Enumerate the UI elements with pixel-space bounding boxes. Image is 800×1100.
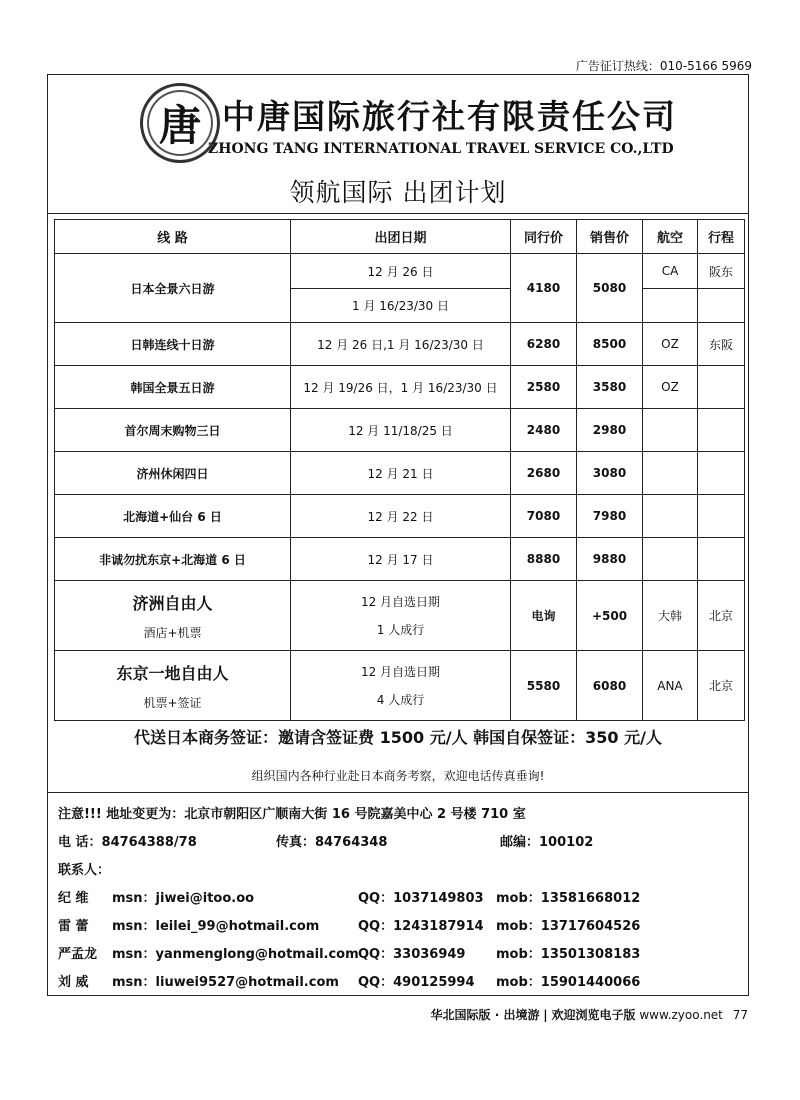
- address-notice: 注意!!! 地址变更为：北京市朝阳区广顺南大街 16 号院嘉美中心 2 号楼 710 室: [58, 807, 526, 822]
- airline: 大韩: [643, 581, 698, 651]
- trade-price: 2580: [511, 366, 577, 409]
- header-sale-price: 销售价: [577, 220, 643, 254]
- depart-date: 12 月 21 日: [291, 452, 511, 495]
- depart-date: 12 月 26 日,1 月 16/23/30 日: [291, 323, 511, 366]
- depart-date: 12 月 22 日: [291, 495, 511, 538]
- footer-site-link[interactable]: www.zyoo.net: [639, 1008, 723, 1022]
- footer-section: 华北国际版 · 出境游: [430, 1008, 540, 1022]
- sale-price: 5080: [577, 254, 643, 323]
- route-table: [54, 219, 745, 721]
- depart-date: 12 月 17 日: [291, 538, 511, 581]
- zip-code: 100102: [539, 835, 594, 850]
- contact-mob: mob：15901440066: [496, 975, 641, 990]
- contact-msn: msn：yanmenglong@hotmail.com: [112, 947, 359, 962]
- airline: CA: [643, 254, 698, 289]
- table-row: [55, 581, 745, 651]
- depart-date: 1 月 16/23/30 日: [291, 289, 511, 323]
- route-name: 日韩连线十日游: [55, 323, 291, 366]
- contact-msn: msn：leilei_99@hotmail.com: [112, 919, 320, 934]
- route-cell: [55, 651, 291, 721]
- phone-number: 84764388/78: [101, 835, 197, 850]
- route-subtitle: 酒店+机票: [143, 625, 202, 640]
- table-row: [55, 651, 745, 721]
- trade-price: 电询: [511, 581, 577, 651]
- airline-empty: [643, 289, 698, 323]
- route-name: 北海道+仙台 6 日: [55, 495, 291, 538]
- table-row: [55, 254, 745, 289]
- contact-qq: QQ：1243187914: [358, 919, 484, 934]
- plan-title: 领航国际 出团计划: [289, 178, 507, 207]
- header: [48, 75, 748, 214]
- page-number: 77: [732, 1008, 748, 1022]
- visa-offer: 代送日本商务签证：邀请含签证费 1500 元/人 韩国自保签证：350 元/人: [134, 728, 662, 747]
- trade-price: 2480: [511, 409, 577, 452]
- fax-label: 传真：: [276, 835, 316, 850]
- ad-hotline: 广告征订热线：010-5166 5969: [575, 59, 752, 73]
- sale-price: 6080: [577, 651, 643, 721]
- table-row: [55, 366, 745, 409]
- section-divider: [48, 792, 748, 793]
- header-dates: 出团日期: [291, 220, 511, 254]
- airline: [643, 409, 698, 452]
- trade-price: 2680: [511, 452, 577, 495]
- contact-msn: msn：liuwei9527@hotmail.com: [112, 975, 339, 990]
- itinerary: [698, 366, 745, 409]
- route-cell: [55, 581, 291, 651]
- zip-line: [500, 831, 593, 850]
- route-name: 日本全景六日游: [55, 254, 291, 323]
- trade-price: 4180: [511, 254, 577, 323]
- table-row: [55, 538, 745, 581]
- sale-price: 2980: [577, 409, 643, 452]
- trade-price: 8880: [511, 538, 577, 581]
- itinerary: 东阪: [698, 323, 745, 366]
- header-airline: 航空: [643, 220, 698, 254]
- itinerary: 北京: [698, 651, 745, 721]
- contact-mob: mob：13501308183: [496, 947, 641, 962]
- contact-qq: QQ：33036949: [358, 947, 466, 962]
- route-name: 首尔周末购物三日: [55, 409, 291, 452]
- sale-price: 3080: [577, 452, 643, 495]
- sale-price: 9880: [577, 538, 643, 581]
- table-header-row: [55, 220, 745, 254]
- itinerary: [698, 495, 745, 538]
- depart-date: 12 月 26 日: [291, 254, 511, 289]
- sale-price: +500: [577, 581, 643, 651]
- airline: [643, 538, 698, 581]
- contact-name: 纪 维: [58, 891, 89, 906]
- contact-qq: QQ：490125994: [358, 975, 475, 990]
- route-name: 济州休闲四日: [55, 452, 291, 495]
- contact-mob: mob：13717604526: [496, 919, 641, 934]
- contact-qq: QQ：1037149803: [358, 891, 484, 906]
- trade-price: 6280: [511, 323, 577, 366]
- depart-date: 12 月自选日期: [360, 594, 441, 609]
- footer-separator: |: [543, 1008, 548, 1022]
- header-route: 线 路: [55, 220, 291, 254]
- table-row: [55, 452, 745, 495]
- trade-price: 7080: [511, 495, 577, 538]
- table-row: [55, 495, 745, 538]
- route-name: 济洲自由人: [132, 593, 213, 613]
- airline: [643, 495, 698, 538]
- contact-mob: mob：13581668012: [496, 891, 641, 906]
- route-name: 东京一地自由人: [116, 663, 229, 683]
- itinerary: [698, 538, 745, 581]
- itinerary: 北京: [698, 581, 745, 651]
- header-itinerary: 行程: [698, 220, 745, 254]
- itinerary-empty: [698, 289, 745, 323]
- itinerary: [698, 452, 745, 495]
- route-subtitle: 机票+签证: [143, 695, 202, 710]
- table-row: [55, 409, 745, 452]
- route-name: 韩国全景五日游: [55, 366, 291, 409]
- airline: OZ: [643, 366, 698, 409]
- sale-price: 7980: [577, 495, 643, 538]
- depart-date: 12 月 19/26 日，1 月 16/23/30 日: [291, 366, 511, 409]
- advert-frame: [47, 74, 749, 996]
- airline: [643, 452, 698, 495]
- group-size: 1 人成行: [376, 622, 425, 637]
- phone-label: 电 话：: [58, 835, 102, 850]
- company-name-en: ZHONG TANG INTERNATIONAL TRAVEL SERVICE CO.,LTD: [208, 141, 674, 157]
- contact-name: 刘 威: [58, 975, 89, 990]
- airline: ANA: [643, 651, 698, 721]
- depart-date-cell: [291, 651, 511, 721]
- airline: OZ: [643, 323, 698, 366]
- zip-label: 邮编：: [500, 835, 540, 850]
- visa-subtitle: 组织国内各种行业赴日本商务考察，欢迎电话传真垂询!: [251, 769, 545, 783]
- group-size: 4 人成行: [376, 692, 425, 707]
- contact-msn: msn：jiwei@itoo.oo: [112, 891, 255, 906]
- depart-date: 12 月 11/18/25 日: [291, 409, 511, 452]
- route-name: 非诚勿扰东京+北海道 6 日: [55, 538, 291, 581]
- contacts-label: 联系人：: [58, 863, 111, 878]
- sale-price: 3580: [577, 366, 643, 409]
- fax-line: [276, 831, 387, 850]
- itinerary: [698, 409, 745, 452]
- contact-name: 雷 蕾: [58, 919, 89, 934]
- table-row: [55, 323, 745, 366]
- trade-price: 5580: [511, 651, 577, 721]
- depart-date-cell: [291, 581, 511, 651]
- sale-price: 8500: [577, 323, 643, 366]
- fax-number: 84764348: [315, 835, 388, 850]
- company-logo-icon: 唐: [140, 83, 220, 163]
- footer-welcome: 欢迎浏览电子版: [551, 1008, 636, 1022]
- header-trade-price: 同行价: [511, 220, 577, 254]
- company-name-cn: 中唐国际旅行社有限责任公司: [222, 97, 677, 136]
- page-footer: [431, 1006, 748, 1023]
- contact-name: 严孟龙: [58, 947, 98, 962]
- itinerary: 阪东: [698, 254, 745, 289]
- depart-date: 12 月自选日期: [360, 664, 441, 679]
- phone-line: [58, 831, 197, 850]
